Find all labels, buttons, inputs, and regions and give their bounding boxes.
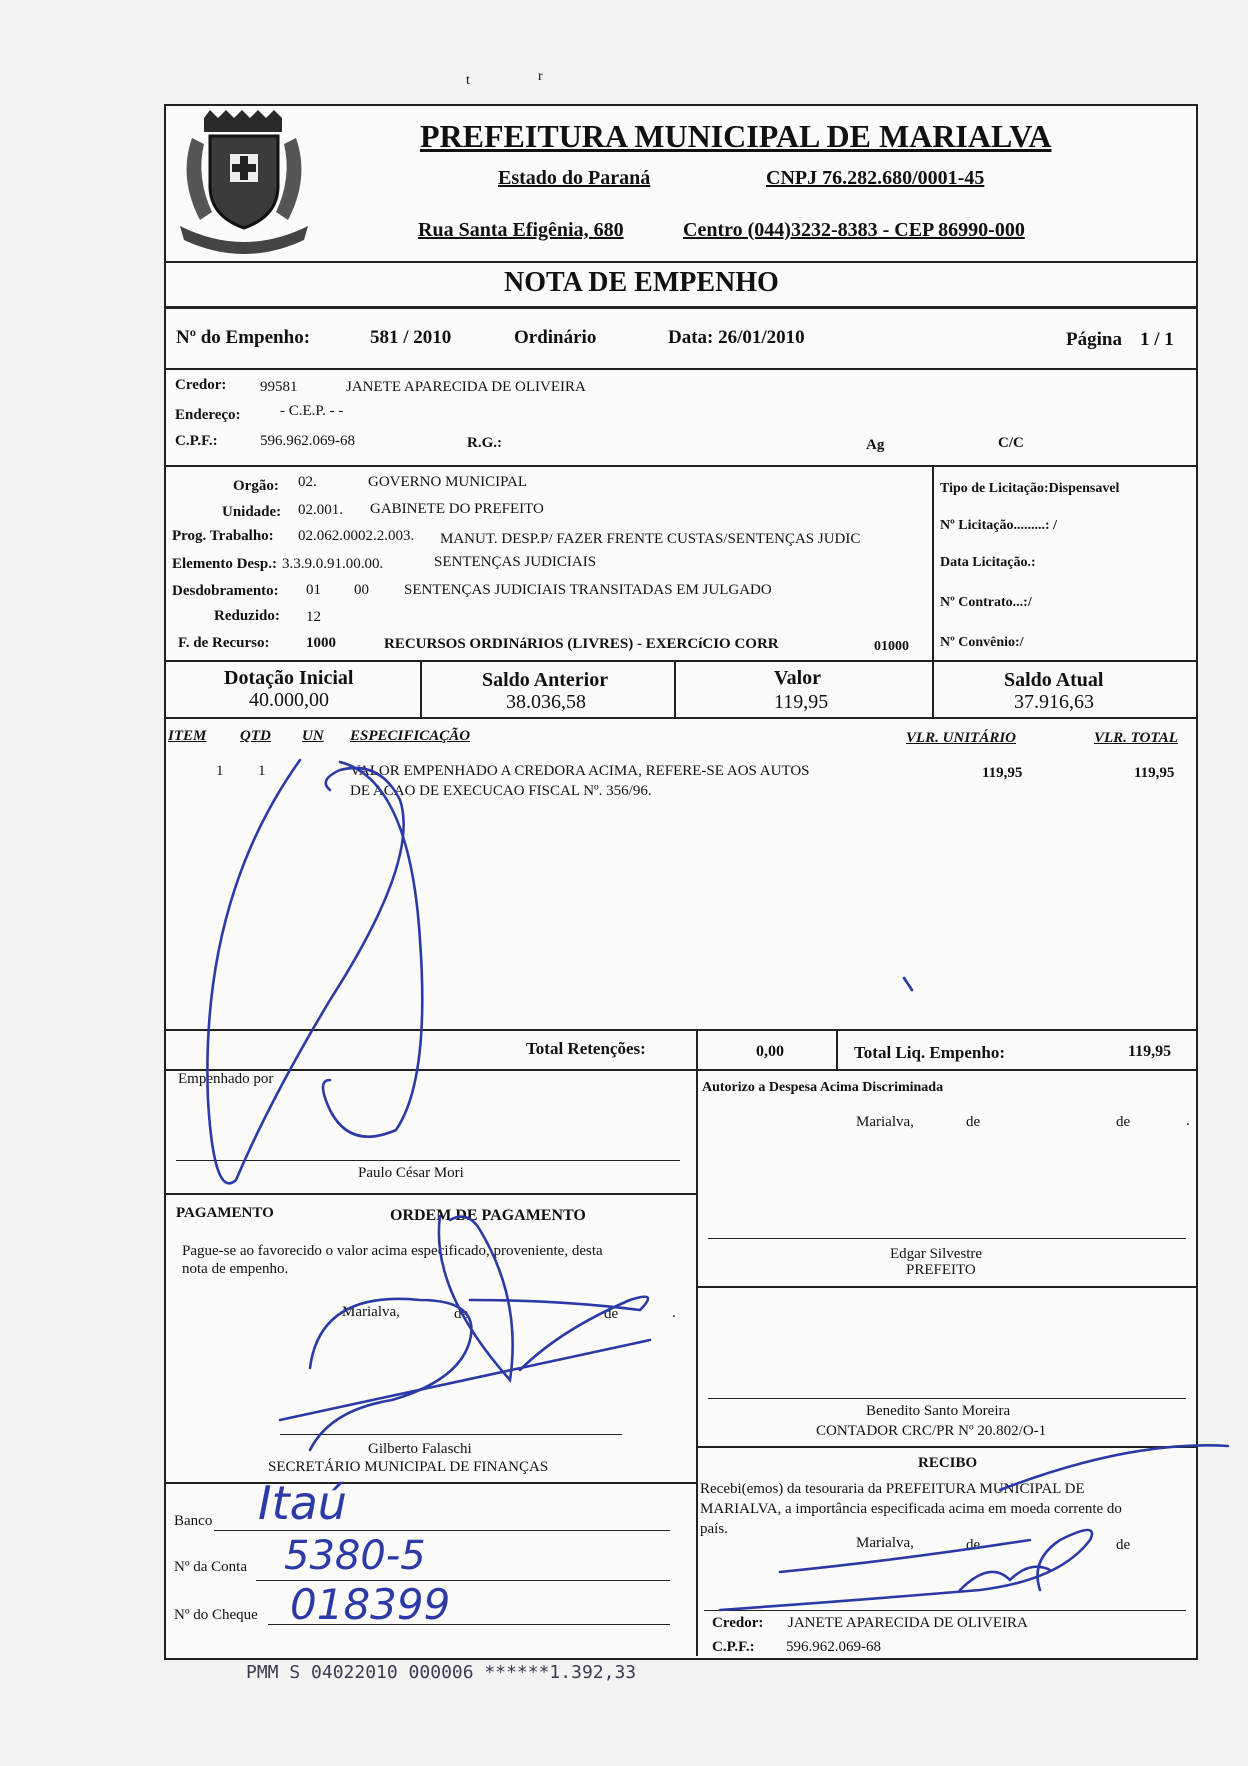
col-valor-total: VLR. TOTAL bbox=[1094, 730, 1178, 746]
numero-convenio: Nº Convênio:/ bbox=[940, 635, 1024, 650]
recurso-desc: RECURSOS ORDINáRIOS (LIVRES) - EXERCíCIO CORR bbox=[384, 636, 779, 652]
state-name: Estado do Paraná bbox=[498, 167, 651, 189]
mechanical-stamp: PMM S 04022010 000006 ******1.392,33 bbox=[246, 1662, 637, 1683]
empenho-date: Data: 26/01/2010 bbox=[668, 327, 805, 348]
recibo-cpf-label: C.P.F.: bbox=[712, 1639, 755, 1655]
item-number: 1 bbox=[216, 763, 224, 779]
item-valor-unitario: 119,95 bbox=[982, 765, 1023, 781]
unidade-name: GABINETE DO PREFEITO bbox=[370, 501, 544, 517]
saldo-atual-value: 37.916,63 bbox=[1014, 691, 1094, 713]
reduzido-value: 12 bbox=[306, 609, 321, 625]
reduzido-label: Reduzido: bbox=[214, 608, 280, 624]
empenho-number: 581 / 2010 bbox=[370, 327, 452, 348]
numero-contrato: Nº Contrato...:/ bbox=[940, 595, 1032, 610]
recibo-credor-name: JANETE APARECIDA DE OLIVEIRA bbox=[788, 1615, 1028, 1631]
conta-handwritten: 5380-5 bbox=[284, 1533, 426, 1579]
pagamento-text-2: nota de empenho. bbox=[182, 1261, 289, 1277]
tipo-licitacao: Tipo de Licitação:Dispensavel bbox=[940, 481, 1120, 496]
item-desc-line2: DE ACAO DE EXECUCAO FISCAL Nº. 356/96. bbox=[350, 783, 652, 799]
recibo-text-2: MARIALVA, a importância especificada acima em moeda corrente do bbox=[700, 1501, 1122, 1517]
saldo-anterior-value: 38.036,58 bbox=[506, 691, 586, 713]
pagamento-de1: de bbox=[454, 1306, 469, 1322]
municipality-title: PREFEITURA MUNICIPAL DE MARIALVA bbox=[420, 118, 1052, 154]
contador-role: CONTADOR CRC/PR Nº 20.802/O-1 bbox=[816, 1423, 1047, 1439]
pagamento-de2: de bbox=[604, 1306, 619, 1322]
autorizo-label: Autorizo a Despesa Acima Discriminada bbox=[702, 1080, 944, 1095]
agency-label: Ag bbox=[866, 437, 885, 453]
conta-label: Nº da Conta bbox=[174, 1559, 247, 1575]
top-mark: r bbox=[538, 69, 543, 84]
cpf-label: C.P.F.: bbox=[175, 433, 218, 449]
recibo-de2: de bbox=[1116, 1537, 1131, 1553]
banco-handwritten: Itaú bbox=[258, 1476, 347, 1530]
autorizo-dot: . bbox=[1186, 1113, 1190, 1129]
valor-label: Valor bbox=[774, 667, 822, 689]
credor-label: Credor: bbox=[175, 377, 227, 393]
recibo-credor-label: Credor: bbox=[712, 1615, 764, 1631]
page-label: Página bbox=[1066, 329, 1122, 350]
banco-label: Banco bbox=[174, 1513, 213, 1529]
desdobramento-desc: SENTENÇAS JUDICIAIS TRANSITADAS EM JULGADO bbox=[404, 582, 772, 598]
prog-code: 02.062.0002.2.003. bbox=[298, 528, 415, 544]
cpf-value: 596.962.069-68 bbox=[260, 433, 355, 449]
desdobramento-a: 01 bbox=[306, 582, 321, 598]
item-valor-total: 119,95 bbox=[1134, 765, 1175, 781]
autorizo-city: Marialva, bbox=[856, 1114, 914, 1130]
empenho-number-label: Nº do Empenho: bbox=[176, 327, 311, 348]
retencoes-value: 0,00 bbox=[756, 1043, 784, 1060]
total-liquido-value: 119,95 bbox=[1128, 1043, 1172, 1060]
prefeito-name: Edgar Silvestre bbox=[890, 1246, 983, 1262]
unidade-label: Unidade: bbox=[222, 504, 282, 520]
recibo-city: Marialva, bbox=[856, 1535, 914, 1551]
pagamento-text-1: Pague-se ao favorecido o valor acima especificado, proveniente, desta bbox=[182, 1243, 603, 1259]
elemento-desc: SENTENÇAS JUDICIAIS bbox=[434, 554, 597, 570]
elemento-code: 3.3.9.0.91.00.00. bbox=[282, 556, 384, 572]
rg-label: R.G.: bbox=[467, 435, 502, 451]
dotacao-value: 40.000,00 bbox=[249, 689, 329, 711]
saldo-atual-label: Saldo Atual bbox=[1004, 669, 1104, 691]
recibo-cpf-value: 596.962.069-68 bbox=[786, 1639, 881, 1655]
empenho-type: Ordinário bbox=[514, 327, 597, 348]
recurso-label: F. de Recurso: bbox=[178, 635, 270, 651]
coat-of-arms-logo bbox=[170, 108, 318, 256]
col-un: UN bbox=[302, 728, 324, 744]
dotacao-label: Dotação Inicial bbox=[224, 667, 354, 689]
account-label: C/C bbox=[998, 435, 1024, 451]
cheque-handwritten: 018399 bbox=[290, 1580, 451, 1629]
retencoes-label: Total Retenções: bbox=[526, 1039, 646, 1058]
orgao-name: GOVERNO MUNICIPAL bbox=[368, 474, 528, 490]
unidade-code: 02.001. bbox=[298, 502, 343, 518]
total-liquido-label: Total Liq. Empenho: bbox=[854, 1043, 1005, 1062]
autorizo-de1: de bbox=[966, 1114, 981, 1130]
pagamento-label: PAGAMENTO bbox=[176, 1205, 274, 1221]
page-number: 1 / 1 bbox=[1140, 329, 1174, 350]
credor-code: 99581 bbox=[260, 379, 298, 395]
col-item: ITEM bbox=[168, 728, 207, 744]
street-address: Rua Santa Efigênia, 680 bbox=[418, 219, 624, 241]
cnpj: CNPJ 76.282.680/0001-45 bbox=[766, 167, 985, 189]
data-licitacao: Data Licitação.: bbox=[940, 555, 1036, 570]
address-value: - C.E.P. - - bbox=[280, 403, 344, 419]
autorizo-de2: de bbox=[1116, 1114, 1131, 1130]
address-label: Endereço: bbox=[175, 407, 241, 423]
ordem-pagamento-label: ORDEM DE PAGAMENTO bbox=[390, 1207, 586, 1224]
pagamento-city: Marialva, bbox=[342, 1304, 400, 1320]
secretario-name: Gilberto Falaschi bbox=[368, 1441, 472, 1457]
prog-desc: MANUT. DESP.P/ FAZER FRENTE CUSTAS/SENTENÇAS JUDIC bbox=[440, 531, 861, 547]
item-desc-line1: VALOR EMPENHADO A CREDORA ACIMA, REFERE-SE AOS AUTOS bbox=[350, 763, 810, 779]
orgao-code: 02. bbox=[298, 474, 317, 490]
orgao-label: Orgão: bbox=[233, 478, 279, 494]
recurso-code2: 01000 bbox=[874, 639, 909, 654]
col-especificacao: ESPECIFICAÇÃO bbox=[350, 728, 471, 744]
col-valor-unitario: VLR. UNITÁRIO bbox=[906, 730, 1017, 746]
prefeito-role: PREFEITO bbox=[906, 1262, 976, 1278]
recibo-text-1: Recebi(emos) da tesouraria da PREFEITURA MUNICIPAL DE bbox=[700, 1481, 1085, 1497]
empenhado-label: Empenhado por bbox=[178, 1071, 274, 1087]
empenhado-name: Paulo César Mori bbox=[358, 1165, 464, 1181]
desdobramento-b: 00 bbox=[354, 582, 369, 598]
recibo-label: RECIBO bbox=[918, 1455, 978, 1471]
secretario-role: SECRETÁRIO MUNICIPAL DE FINANÇAS bbox=[268, 1459, 549, 1475]
col-qtd: QTD bbox=[240, 728, 271, 744]
recibo-text-3: país. bbox=[700, 1521, 728, 1537]
top-mark: t bbox=[466, 73, 470, 88]
numero-licitacao: Nº Licitação.........: / bbox=[940, 518, 1057, 533]
recibo-de1: de bbox=[966, 1537, 981, 1553]
desdobramento-label: Desdobramento: bbox=[172, 583, 279, 599]
contador-name: Benedito Santo Moreira bbox=[866, 1403, 1011, 1419]
elemento-label: Elemento Desp.: bbox=[172, 556, 277, 572]
valor-value: 119,95 bbox=[774, 691, 829, 713]
pagamento-dot: . bbox=[672, 1305, 676, 1321]
saldo-anterior-label: Saldo Anterior bbox=[482, 669, 609, 691]
cheque-label: Nº do Cheque bbox=[174, 1607, 258, 1623]
document-title: NOTA DE EMPENHO bbox=[504, 267, 779, 298]
recurso-code: 1000 bbox=[306, 635, 336, 651]
contact-info: Centro (044)3232-8383 - CEP 86990-000 bbox=[683, 219, 1025, 241]
prog-label: Prog. Trabalho: bbox=[172, 528, 274, 544]
item-qtd: 1 bbox=[258, 763, 266, 779]
credor-name: JANETE APARECIDA DE OLIVEIRA bbox=[346, 379, 586, 395]
